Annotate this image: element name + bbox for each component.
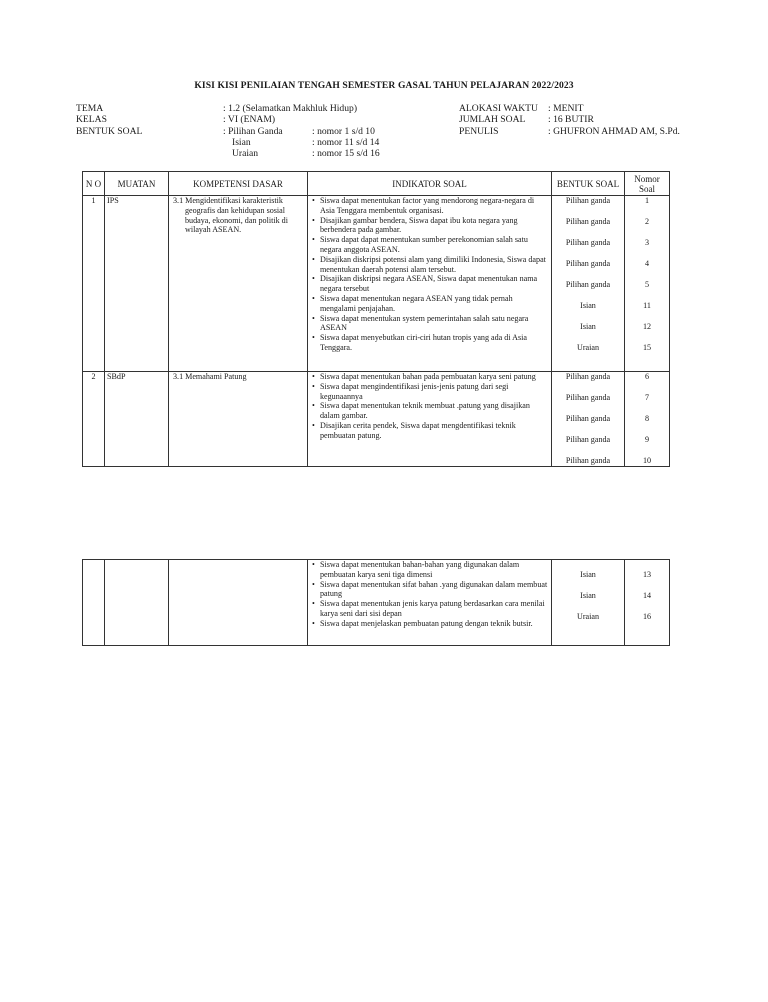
row-muatan: SBdP [105, 372, 169, 467]
list-item: • Disajikan gambar bendera, Siswa dapat ibu kota negara yang berbendera pada gambar. [320, 216, 549, 236]
nomor-value: 2 [644, 217, 650, 226]
nomor-value: 16 [642, 612, 652, 621]
penulis-label: PENULIS [459, 126, 499, 137]
header-bentuk-soal: BENTUK SOAL [552, 172, 625, 196]
alokasi-waktu-label: ALOKASI WAKTU [459, 103, 538, 114]
bentuk-value: Isian [580, 570, 596, 579]
document-title: KISI KISI PENILAIAN TENGAH SEMESTER GASAL TAHUN PELAJARAN 2022/2023 [194, 80, 574, 91]
nomor-value: 14 [642, 591, 652, 600]
nomor-value: 9 [644, 435, 650, 444]
nomor-value: 12 [642, 322, 652, 331]
kisi-table-continuation [82, 559, 670, 646]
indikator-list [310, 196, 549, 353]
bentuk-value: Pilihan ganda [565, 414, 611, 423]
nomor-value: 8 [644, 414, 650, 423]
bentuk-item-name: Uraian [232, 148, 259, 159]
nomor-value: 4 [644, 259, 650, 268]
tema-label: TEMA [76, 103, 104, 114]
list-item: • Disajikan diskripsi potensi alam yang dimiliki Indonesia, Siswa dapat menentukan daerah potensi alam tersebut. [320, 255, 549, 275]
indikator-list [310, 372, 549, 441]
bentuk-value: Pilihan ganda [565, 238, 611, 247]
bentuk-value: Pilihan ganda [565, 372, 611, 381]
list-item: • Siswa dapat menjelaskan pembuatan patung dengan teknik butsir. [320, 619, 549, 629]
bentuk-item-range: : nomor 15 s/d 16 [312, 148, 380, 159]
indikator-list [310, 560, 549, 629]
jumlah-soal-value: : 16 BUTIR [548, 114, 594, 125]
row-kompetensi-dasar [169, 196, 308, 372]
bentuk-soal-label: BENTUK SOAL [76, 126, 143, 137]
row-indikator [308, 196, 552, 372]
row-bentuk-soal [552, 196, 625, 372]
row-no [83, 560, 105, 646]
bentuk-value: Pilihan ganda [565, 217, 611, 226]
row-nomor-soal [625, 560, 670, 646]
bentuk-item-name: Isian [232, 137, 251, 148]
row-muatan [105, 560, 169, 646]
nomor-value: 6 [644, 372, 650, 381]
bentuk-value: Pilihan ganda [565, 393, 611, 402]
row-muatan: IPS [105, 196, 169, 372]
table-row [83, 196, 670, 372]
row-no: 1 [83, 196, 105, 372]
list-item: • Disajikan diskripsi negara ASEAN, Siswa dapat menentukan nama negara tersebut [320, 274, 549, 294]
nomor-value: 10 [642, 456, 652, 465]
list-item: • Disajikan cerita pendek, Siswa dapat mengdentifikasi teknik pembuatan patung. [320, 421, 549, 441]
kelas-value: : VI (ENAM) [223, 114, 276, 125]
table-row [83, 560, 670, 646]
header-muatan: MUATAN [105, 172, 169, 196]
row-indikator [308, 372, 552, 467]
row-no: 2 [83, 372, 105, 467]
header-nomor-soal: Nomor Soal [625, 172, 670, 196]
header-kompetensi-dasar: KOMPETENSI DASAR [169, 172, 308, 196]
header-indikator-soal: INDIKATOR SOAL [308, 172, 552, 196]
bentuk-value: Uraian [576, 343, 600, 352]
kisi-table [82, 171, 670, 467]
kd-text: 3.1 Memahami Patung [173, 372, 247, 381]
nomor-value: 11 [643, 301, 651, 310]
bentuk-value: Pilihan ganda [565, 456, 611, 465]
list-item: • Siswa dapat dapat menentukan sumber perekonomian salah satu negara anggota ASEAN. [320, 235, 549, 255]
list-item: • Siswa dapat menentukan bahan-bahan yang digunakan dalam pembuatan karya seni tiga dimensi [320, 560, 549, 580]
nomor-value: 15 [642, 343, 652, 352]
bentuk-value: Pilihan ganda [565, 196, 611, 205]
list-item: • Siswa dapat menyebutkan ciri-ciri hutan tropis yang ada di Asia Tenggara. [320, 333, 549, 353]
table-header-row [83, 172, 670, 196]
row-nomor-soal [625, 372, 670, 467]
list-item: • Siswa dapat menentukan teknik membuat .patung yang disajikan dalam gambar. [320, 401, 549, 421]
bentuk-item-range: : nomor 11 s/d 14 [312, 137, 380, 148]
bentuk-value: Isian [580, 322, 596, 331]
nomor-value: 7 [644, 393, 650, 402]
list-item: • Siswa dapat menentukan negara ASEAN yang tidak pernah mengalami penjajahan. [320, 294, 549, 314]
bentuk-value: Pilihan ganda [565, 435, 611, 444]
kelas-label: KELAS [76, 114, 107, 125]
list-item: • Siswa dapat menentukan factor yang mendorong negara-negara di Asia Tenggara membentuk organisasi. [320, 196, 549, 216]
jumlah-soal-label: JUMLAH SOAL [459, 114, 526, 125]
list-item: • Siswa dapat menentukan jenis karya patung berdasarkan cara menilai karya seni dari sisi depan [320, 599, 549, 619]
tema-value: : 1.2 (Selamatkan Makhluk Hidup) [223, 103, 358, 114]
list-item: • Siswa dapat menentukan bahan pada pembuatan karya seni patung [320, 372, 549, 382]
penulis-value: : GHUFRON AHMAD AM, S.Pd. [548, 126, 680, 137]
row-kompetensi-dasar [169, 560, 308, 646]
list-item: • Siswa dapat menentukan system pemerintahan salah satu negara ASEAN [320, 314, 549, 334]
bentuk-value: Pilihan ganda [565, 280, 611, 289]
bentuk-value: Isian [580, 591, 596, 600]
list-item: • Siswa dapat mengindentifikasi jenis-jenis patung dari segi kegunaannya [320, 382, 549, 402]
bentuk-item-range: : nomor 1 s/d 10 [312, 126, 375, 137]
nomor-value: 1 [644, 196, 650, 205]
header-no: N O [83, 172, 105, 196]
row-bentuk-soal [552, 372, 625, 467]
table-row [83, 372, 670, 467]
bentuk-value: Uraian [576, 612, 600, 621]
row-kompetensi-dasar [169, 372, 308, 467]
kd-text: 3.1 Mengidentifikasi karakteristik geografis dan kehidupan sosial budaya, ekonomi, dan politik di wilayah ASEAN. [173, 196, 288, 235]
row-bentuk-soal [552, 560, 625, 646]
bentuk-value: Pilihan ganda [565, 259, 611, 268]
bentuk-item-name: : Pilihan Ganda [223, 126, 283, 137]
list-item: • Siswa dapat menentukan sifat bahan .yang digunakan dalam membuat patung [320, 580, 549, 600]
nomor-value: 5 [644, 280, 650, 289]
bentuk-value: Isian [580, 301, 596, 310]
alokasi-waktu-value: : MENIT [548, 103, 584, 114]
nomor-value: 13 [642, 570, 652, 579]
row-indikator [308, 560, 552, 646]
nomor-value: 3 [644, 238, 650, 247]
row-nomor-soal [625, 196, 670, 372]
